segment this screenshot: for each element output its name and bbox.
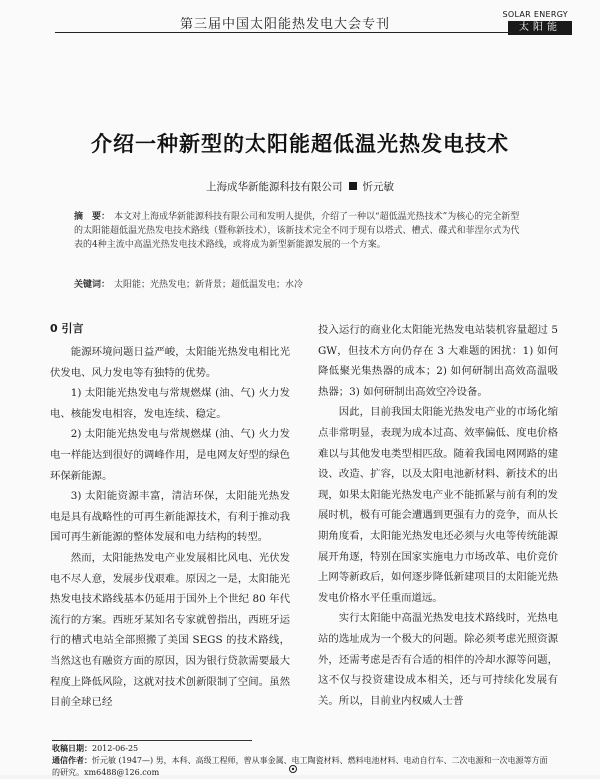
paragraph: 投入运行的商业化太阳能光热发电站装机容量超过 5 GW，但技术方向仍存在 3 大难题的困扰：1) 如何降低聚光集热器的成本；2) 如何研制出高效高温吸热器；3) 如何研制出高效空冷设备。 xyxy=(318,324,558,398)
received-date: 2012-06-25 xyxy=(92,744,139,753)
right-column xyxy=(318,320,558,711)
affiliation: 上海成华新能源科技有限公司 xyxy=(206,181,343,193)
brand-english: SOLAR ENERGY xyxy=(502,10,568,19)
paragraph: 能源环境问题日益严峻，太阳能光热发电相比光伏发电、风力发电等有独特的优势。 xyxy=(50,346,290,379)
author-name: 忻元敏 xyxy=(362,181,394,193)
author-line xyxy=(0,179,600,194)
author-bio-label: 通信作者： xyxy=(52,756,92,765)
keywords-label: 关键词： xyxy=(74,280,111,290)
author-bio: 忻元敏 (1947—) 男，本科、高级工程师，曾从事金属、电工陶瓷材料、燃料电池材料、电动自行车、二次电源和一次电源等方面的研究。 xyxy=(52,756,548,777)
paragraph: 实行太阳能中高温光热发电技术路线时，光热电站的选址成为一个极大的问题。除必须考虑光照资源外，还需考虑是否有合适的相伴的冷却水源等问题，这不仅与投资建设成本相关，还与可持续化发展有关。所以，目前业内权威人士普 xyxy=(318,612,558,707)
article-title: 介绍一种新型的太阳能超低温光热发电技术 xyxy=(91,132,509,156)
author-email: xm6488@126.com xyxy=(84,768,160,777)
brand-badge: 太阳能 xyxy=(508,21,572,35)
header-rule xyxy=(55,32,513,33)
abstract-text: 本文对上海成华新能源科技有限公司和发明人提供，介绍了一种以“超低温光热技术”为核心的完全新型的太阳能超低温光热发电技术路线（暨称新技术），该新技术完全不同于现有以塔式、槽式、碟式和菲涅尔式为代表的4种主流中高温光热发电技术路线，或将成为新型新能源发展的一个方案。 xyxy=(74,212,520,250)
keywords-block xyxy=(74,278,524,292)
received-label: 收稿日期： xyxy=(52,744,92,753)
footnote-rule xyxy=(52,740,252,741)
paragraph: 然而，太阳能热发电产业发展相比风电、光伏发电不尽人意，发展步伐艰难。原因之一是，太阳能光热发电技术路线基本仍延用于国外上个世纪 80 年代流行的方案。西班牙某知名专家就曾指出，西班牙运行的槽式电站全部照搬了美国 SEGS 的技术路线，当然这也有融资方面的原因，因为银行贷款需要最大程度上降低风险，这就对技术创新限制了空间。虽然目前全球已经 xyxy=(50,551,290,709)
keywords-text: 太阳能；光热发电；新背景；超低温发电；水冷 xyxy=(114,280,304,290)
paragraph: 1) 太阳能光热发电与常规燃煤 (油、气) 火力发电、核能发电相容，发电连续、稳定。 xyxy=(50,387,290,420)
footnotes xyxy=(52,743,552,779)
paragraph: 因此，目前我国太阳能光热发电产业的市场化缩点非常明显，表现为成本过高、效率偏低、度电价格难以与其他发电类型相匹敌。随着我国电网网路的建设、改造、扩容，以及太阳电池新材料、新技术的出现，如果太阳能光热发电产业不能抓紧与前有利的发展时机，极有可能会遭遇到更强有力的竞争，而从长期角度看，太阳能光热发电还必须与火电等传统能源展开角逐，特别在国家实施电力市场改革、电价竞价上网等新政后，如何逐步降低新建项目的太阳能光热发电价格水平任重而道远。 xyxy=(318,406,558,604)
running-title: 第三届中国太阳能热发电大会专刊 xyxy=(180,17,391,32)
page-ornament-icon xyxy=(286,764,300,774)
section-heading-introduction: 0 引言 xyxy=(50,322,84,335)
separator-square-icon xyxy=(349,182,357,190)
paragraph: 3) 太阳能资源丰富，清洁环保，太阳能光热发电是具有战略性的可再生新能源技术，有利于推动我国可再生新能源的整体发展和电力结构的转型。 xyxy=(50,490,290,544)
received-date-line xyxy=(52,743,552,755)
paragraph: 2) 太阳能光热发电与常规燃煤 (油、气) 火力发电一样能达到很好的调峰作用，是电网友好型的绿色环保新能源。 xyxy=(50,428,290,482)
abstract-label: 摘 要： xyxy=(74,212,111,222)
left-column xyxy=(50,320,290,713)
author-bio-line xyxy=(52,755,552,779)
abstract-block xyxy=(74,210,524,252)
